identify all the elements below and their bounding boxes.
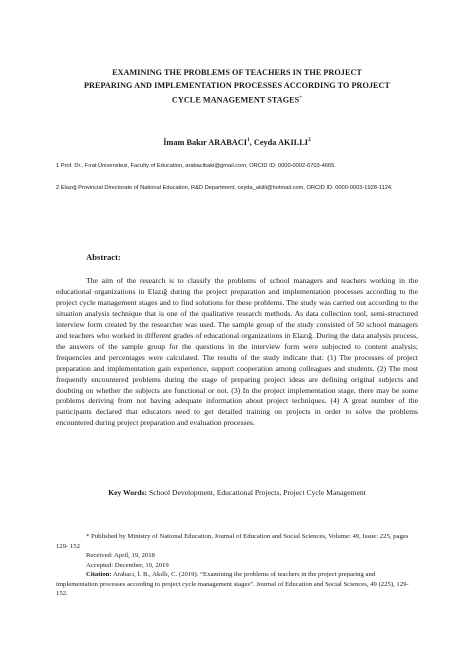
citation-text: Arabacı, İ. B., Akıllı, C. (2019). “Examining the problems of teachers in the project preparing and implementation processes according to project cycle management stages”. Journal of Education and Social Sciences, 49 (225), 129-152. [56,571,409,597]
author-2: Ceyda AKILLI [253,137,309,147]
title-footnote-marker: * [299,95,303,101]
accepted-date: Accepted: December, 10, 2019 [86,561,169,569]
abstract-body [56,276,418,429]
abstract-text: The aim of the research is to classify the problems of school managers and teachers working in the educational organizations in Elazığ during the project preparation and implementation processes according to the project cycle management stages and to find solutions for these problems. The study was carried out according to the situation analysis technique that is one of the qualitative research methods. As data collection tool, semi-structured interview form created by the researcher was used. The sample group of the study consisted of 50 school managers and teachers who worked in different grades of educational organizations in Elazığ. During the data analysis process, the answers of the sample group for the questions in the interview form were subjected to content analysis; frequencies and percentages were calculated. The results of the study indicate that: (1) The processes of project preparation and implementation gain experience, support cooperation among colleagues and students. (2) The most frequently encountered problems during the stage of preparing project ideas are defining original subjects and doubting on whether the subjects are functional or not. (3) In the project implementation stage, there may be some problems deriving from not having adequate information about project techniques. (4) A great number of the participants declared that educators need to get detailed training on projects in order to solve the problems encountered during project preparation and evaluation processes. [56,276,418,428]
publication-note: * Published by Ministry of National Education, Journal of Education and Social Sciences, Volume: 49, Issue: 225, pages 129- 152 [56,533,409,550]
affiliation-2: 2 Elazığ Provincial Directorate of National Education, R&D Department, ceyda_akilli@hotmail.com, ORCID ID: 0000-0003-1928-1124. [56,185,393,191]
author-2-affiliation-marker: 2 [308,137,311,143]
footnotes [56,532,418,599]
citation [56,570,418,599]
author-list [0,137,474,147]
abstract-heading: Abstract: [86,252,121,262]
title-line-1: EXAMINING THE PROBLEMS OF TEACHERS IN THE PROJECT [112,68,362,77]
title-line-3-text: CYCLE MANAGEMENT STAGES [171,95,300,105]
author-separator: , [249,137,254,147]
author-1-affiliation-marker: 1 [246,137,250,143]
paper-title [50,67,424,107]
keywords [56,488,418,497]
keywords-label: Key Words: [108,488,148,497]
keywords-text: School Development, Educational Projects, Project Cycle Management [147,488,366,497]
title-line-2: PREPARING AND IMPLEMENTATION PROCESSES ACCORDING TO PROJECT [83,80,391,90]
title-line-3 [50,92,424,107]
citation-label: Citation: [86,571,112,578]
affiliation-1: 1 Prof. Dr., Fırat Üniversitesi, Faculty of Education, arabacibaki@gmail.com, ORCID ID: 0000-0002-6703-4665. [56,163,336,169]
received-date: Received: April, 19, 2018 [86,552,155,559]
author-1: İmam Bakır ARABACI [163,137,247,147]
